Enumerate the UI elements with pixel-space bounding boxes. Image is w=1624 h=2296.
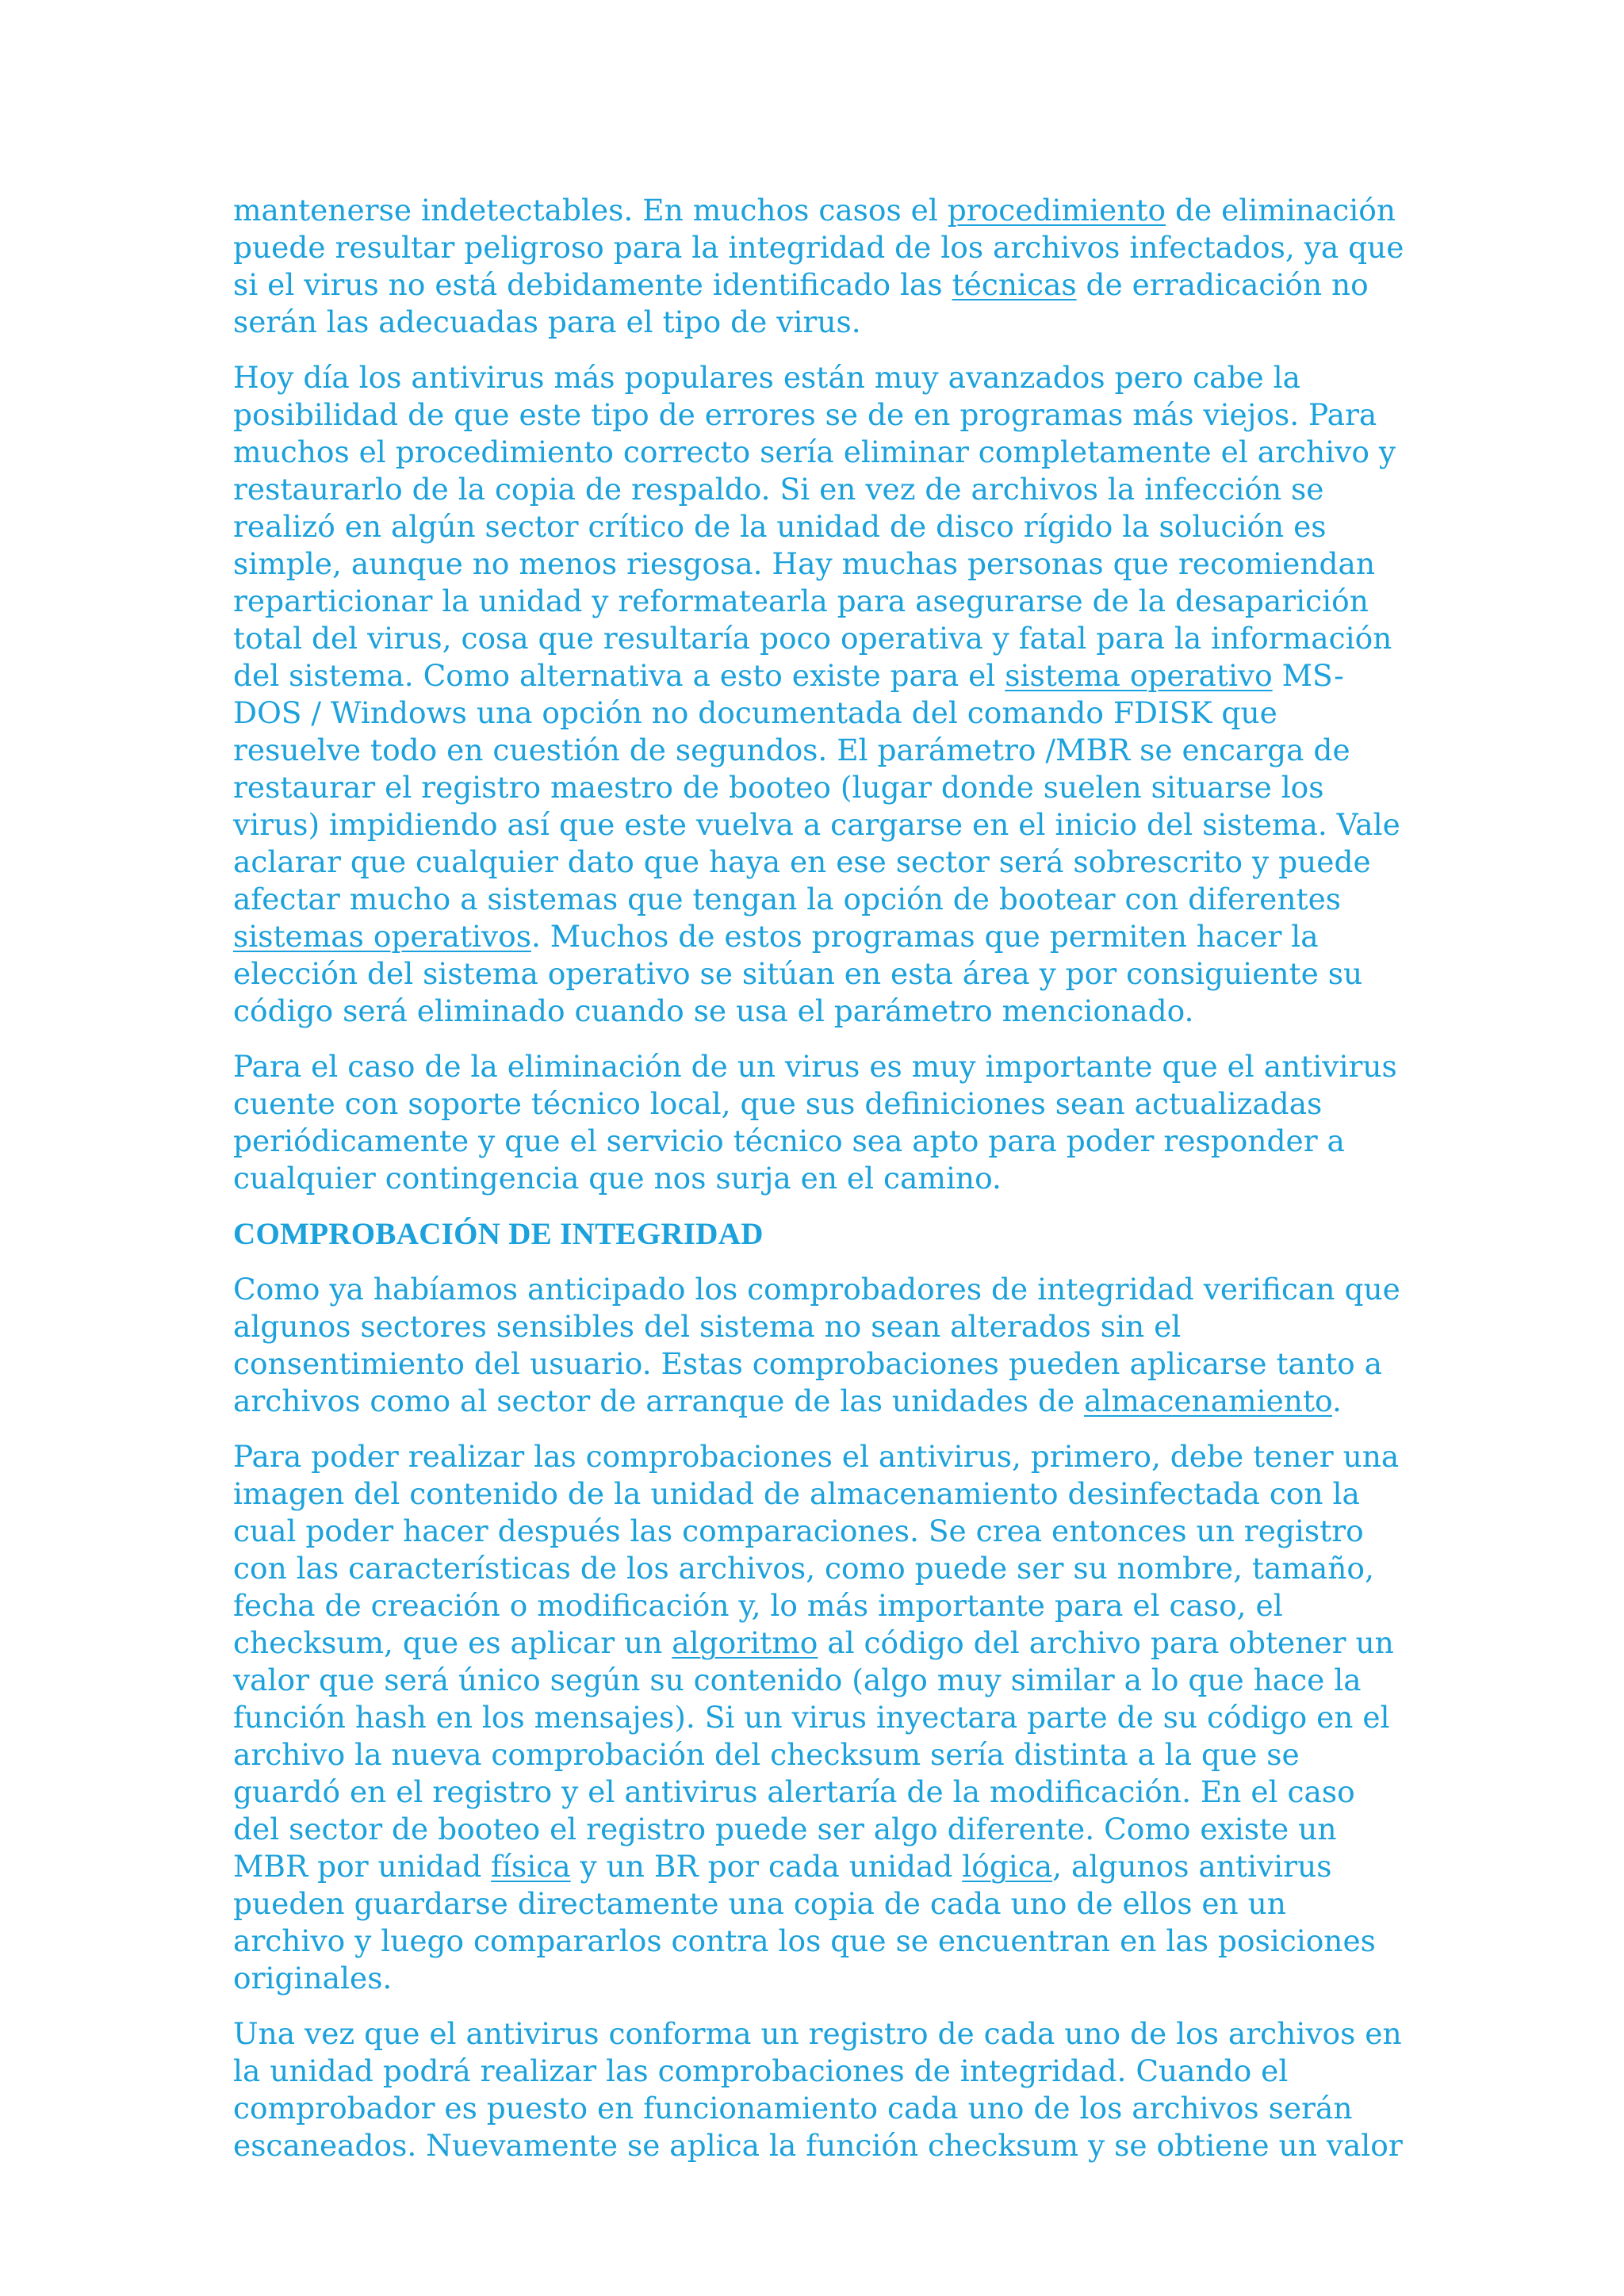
paragraph-fdisk-mbr: Hoy día los antivirus más populares están muy avanzados pero cabe la posibilidad de que este tipo de errores se de en programas más viejos. Para muchos el procedimiento correcto sería eliminar completamente el archivo y restaurarlo de la copia de respaldo. Si en vez de archivos la infección se realizó en algún sector crítico de la unidad de disco rígido la solución es simple, aunque no menos riesgosa. Hay muchas personas que recomiendan reparticionar la unidad y reformatearla para asegurarse de la desaparición total del virus, cosa que resultaría poco operativa y fatal para la información del sistema. Como alternativa a esto existe para el sistema operativo MS-DOS / Windows una opción no documentada del comando FDISK que resuelve todo en cuestión de segundos. El parámetro /MBR se encarga de restaurar el registro maestro de booteo (lugar donde suelen situarse los virus) impidiendo así que este vuelva a cargarse en el inicio del sistema. Vale aclarar que cualquier dato que haya en ese sector será sobrescrito y puede afectar mucho a sistemas que tengan la opción de bootear con diferentes sistemas operativos. Muchos de estos programas que permiten hacer la elección del sistema operativo se sitúan en esta área y por consiguiente su código será eliminado cuando se usa el parámetro mencionado. — [233, 360, 1400, 1028]
link-logica[interactable]: lógica — [962, 1849, 1053, 1884]
paragraph-integrity-check-run: Una vez que el antivirus conforma un registro de cada uno de los archivos en la unidad podrá realizar las comprobaciones de integridad. Cuando el comprobador es puesto en funcionamiento cada uno de los archivos serán escaneados. Nuevamente se aplica la función checksum y se obtiene un valor — [233, 2016, 1403, 2163]
paragraph-elimination-risk: mantenerse indetectables. En muchos casos el procedimiento de eliminación puede resultar peligroso para la integridad de los archivos infectados, ya que si el virus no está debidamente identificado las técnicas de erradicación no serán las adecuadas para el tipo de virus. — [233, 193, 1404, 339]
link-tecnicas[interactable]: técnicas — [952, 267, 1077, 302]
link-sistema-operativo[interactable]: sistema operativo — [1005, 658, 1273, 693]
link-almacenamiento[interactable]: almacenamiento — [1084, 1383, 1332, 1418]
paragraph-integrity-intro: Como ya habíamos anticipado los comprobadores de integridad verifican que algunos sectores sensibles del sistema no sean alterados sin el consentimiento del usuario. Estas comprobaciones pueden aplicarse tanto a archivos como al sector de arranque de las unidades de almacenamiento. — [233, 1272, 1400, 1418]
document-page — [233, 192, 1407, 2183]
link-procedimiento[interactable]: procedimiento — [947, 193, 1166, 228]
link-algoritmo[interactable]: algoritmo — [672, 1625, 818, 1660]
paragraph-technical-support: Para el caso de la eliminación de un virus es muy importante que el antivirus cuente con soporte técnico local, que sus definiciones sean actualizadas periódicamente y que el servicio técnico sea apto para poder responder a cualquier contingencia que nos surja en el camino. — [233, 1049, 1397, 1196]
paragraph-checksum: Para poder realizar las comprobaciones el antivirus, primero, debe tener una imagen del contenido de la unidad de almacenamiento desinfectada con la cual poder hacer después las comparaciones. Se crea entonces un registro con las características de los archivos, como puede ser su nombre, tamaño, fecha de creación o modificación y, lo más importante para el caso, el checksum, que es aplicar un algoritmo al código del archivo para obtener un valor que será único según su contenido (algo muy similar a lo que hace la función hash en los mensajes). Si un virus inyectara parte de su código en el archivo la nueva comprobación del checksum sería distinta a la que se guardó en el registro y el antivirus alertaría de la modificación. En el caso del sector de booteo el registro puede ser algo diferente. Como existe un MBR por unidad física y un BR por cada unidad lógica, algunos antivirus pueden guardarse directamente una copia de cada uno de ellos en un archivo y luego compararlos contra los que se encuentran en las posiciones originales. — [233, 1439, 1400, 1996]
section-heading: COMPROBACIÓN DE INTEGRIDAD — [233, 1217, 764, 1251]
link-fisica[interactable]: física — [491, 1849, 571, 1884]
link-sistemas-operativos[interactable]: sistemas operativos — [233, 919, 531, 954]
